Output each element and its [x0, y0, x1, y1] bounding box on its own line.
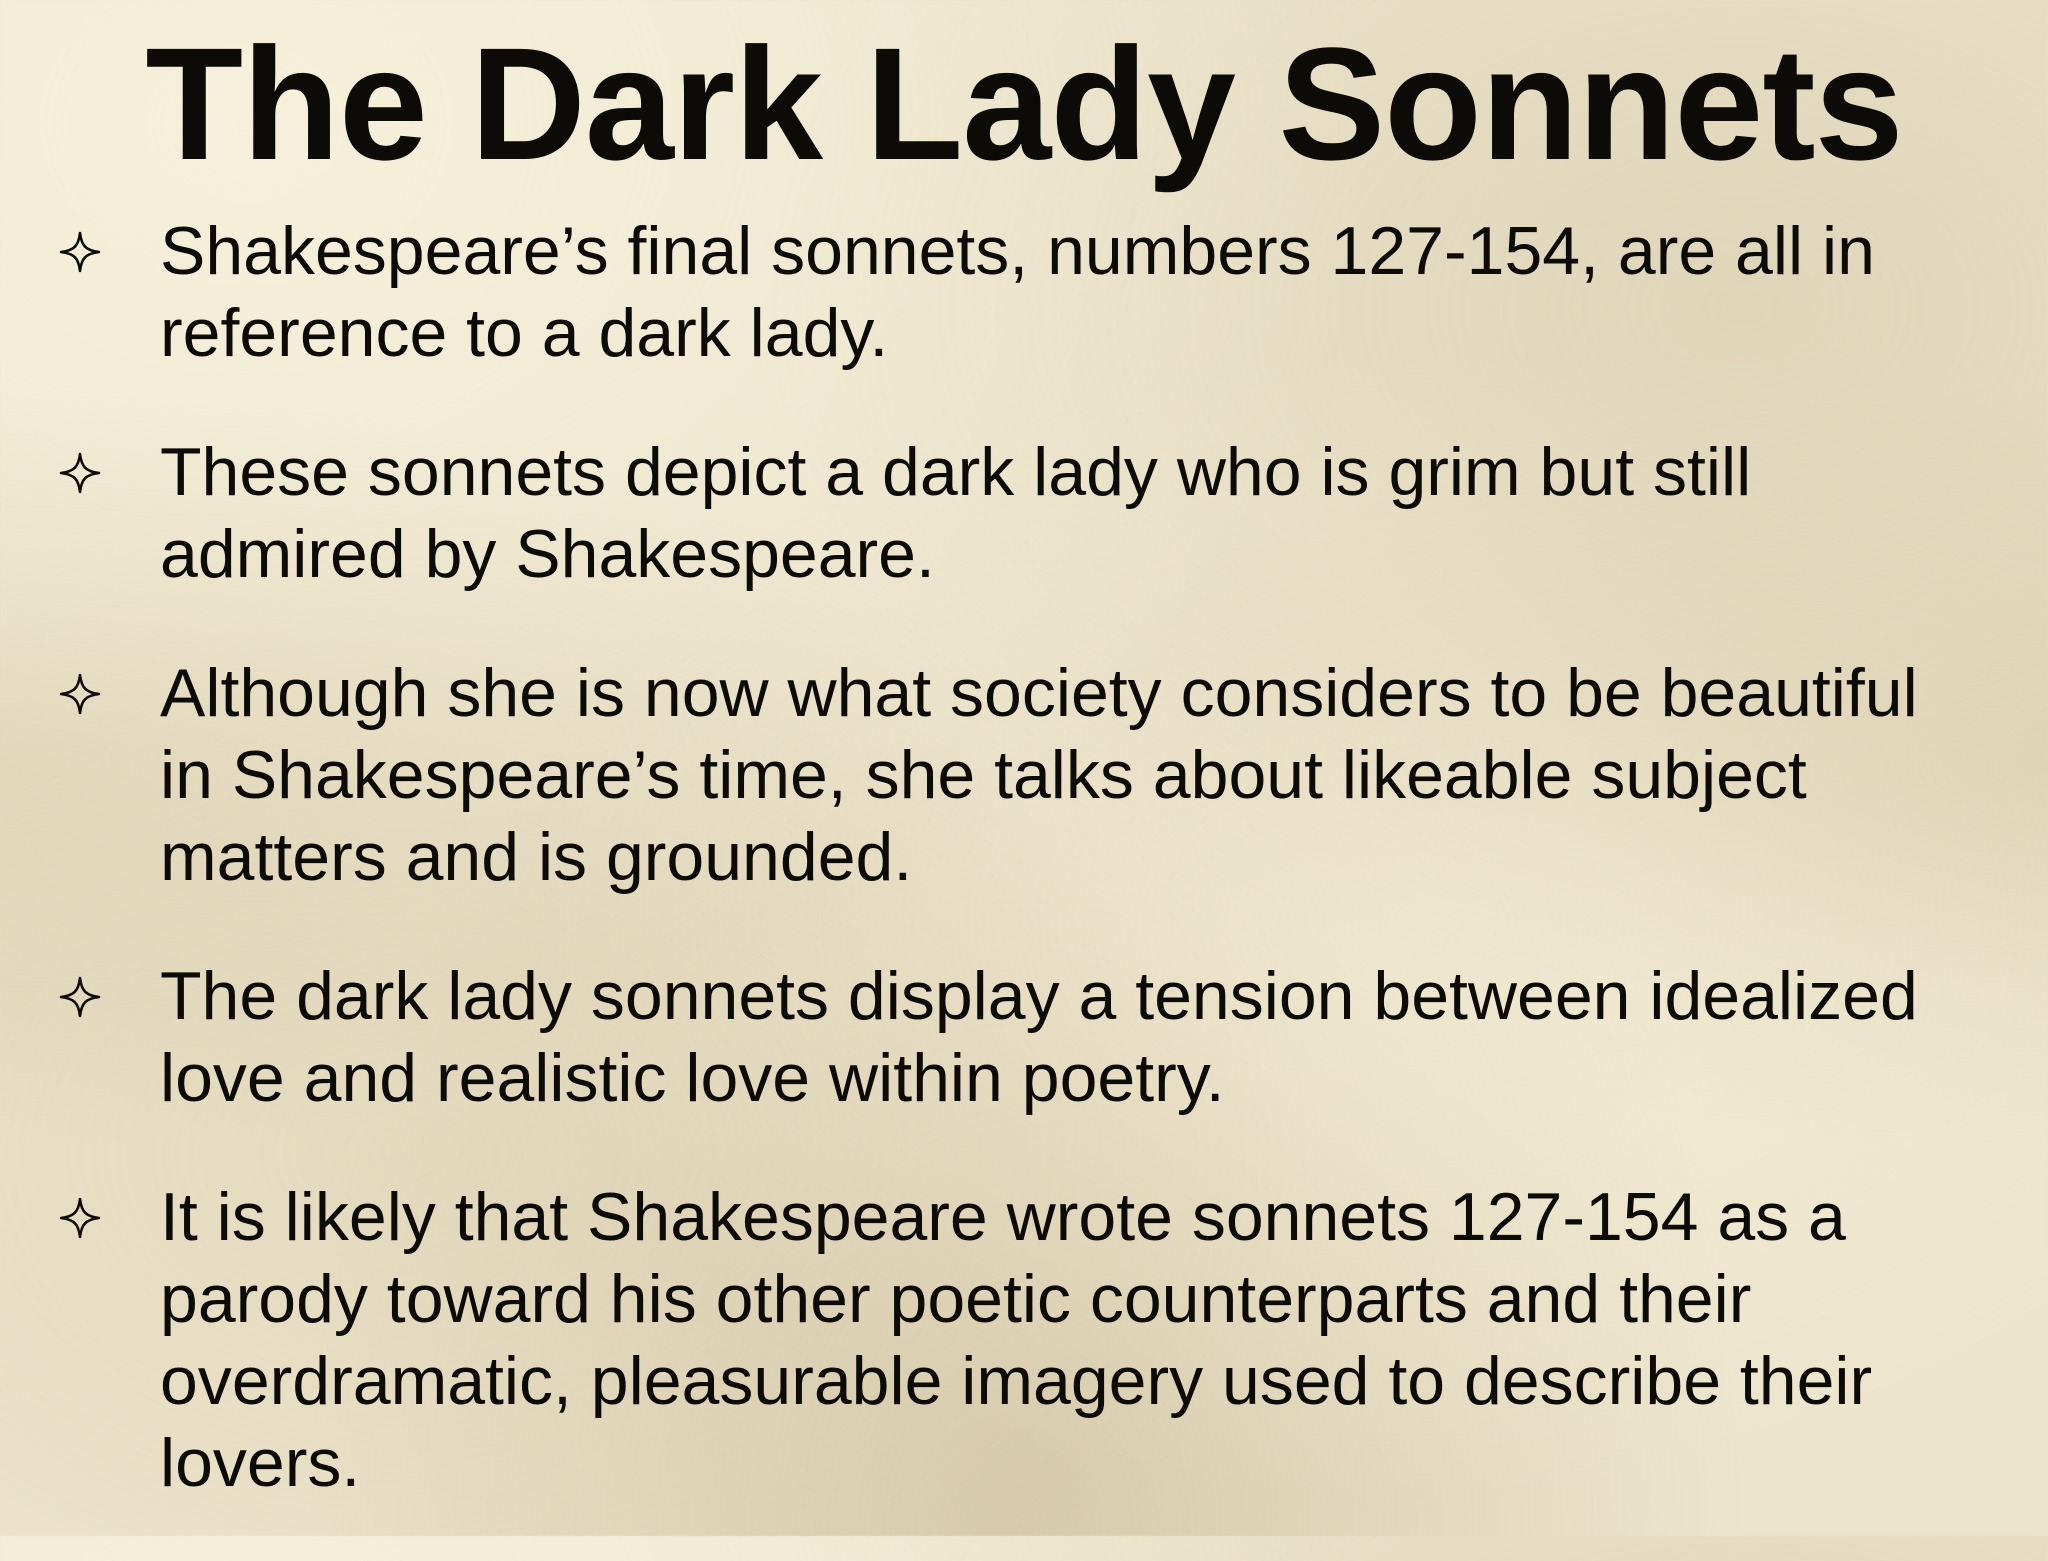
slide-title: The Dark Lady Sonnets [145, 14, 1903, 193]
bullet-text: Shakespeare’s final sonnets, numbers 127-154, are all in reference to a dark lady. [160, 213, 1875, 371]
bullet-text: It is likely that Shakespeare wrote sonnets 127-154 as a parody toward his other poetic counterparts and their overdramatic, pleasurable imagery used to describe their lovers. [160, 1179, 1873, 1501]
bullet-item [0, 955, 2048, 1119]
star-bullet-icon [58, 975, 102, 1019]
bullet-item [0, 1176, 2048, 1504]
star-bullet-icon [58, 1196, 102, 1240]
star-bullet-icon [58, 672, 102, 716]
bullet-item [0, 210, 2048, 374]
bullet-item [0, 652, 2048, 898]
bullet-text: These sonnets depict a dark lady who is grim but still admired by Shakespeare. [160, 434, 1752, 592]
bullet-text: The dark lady sonnets display a tension between idealized love and realistic love within poetry. [160, 958, 1918, 1116]
star-bullet-icon [58, 451, 102, 495]
bullet-list [0, 210, 2048, 1561]
bullet-text: Although she is now what society considers to be beautiful in Shakespeare’s time, she talks about likeable subject matters and is grounded. [160, 655, 1918, 895]
bullet-item [0, 431, 2048, 595]
star-bullet-icon [58, 230, 102, 274]
